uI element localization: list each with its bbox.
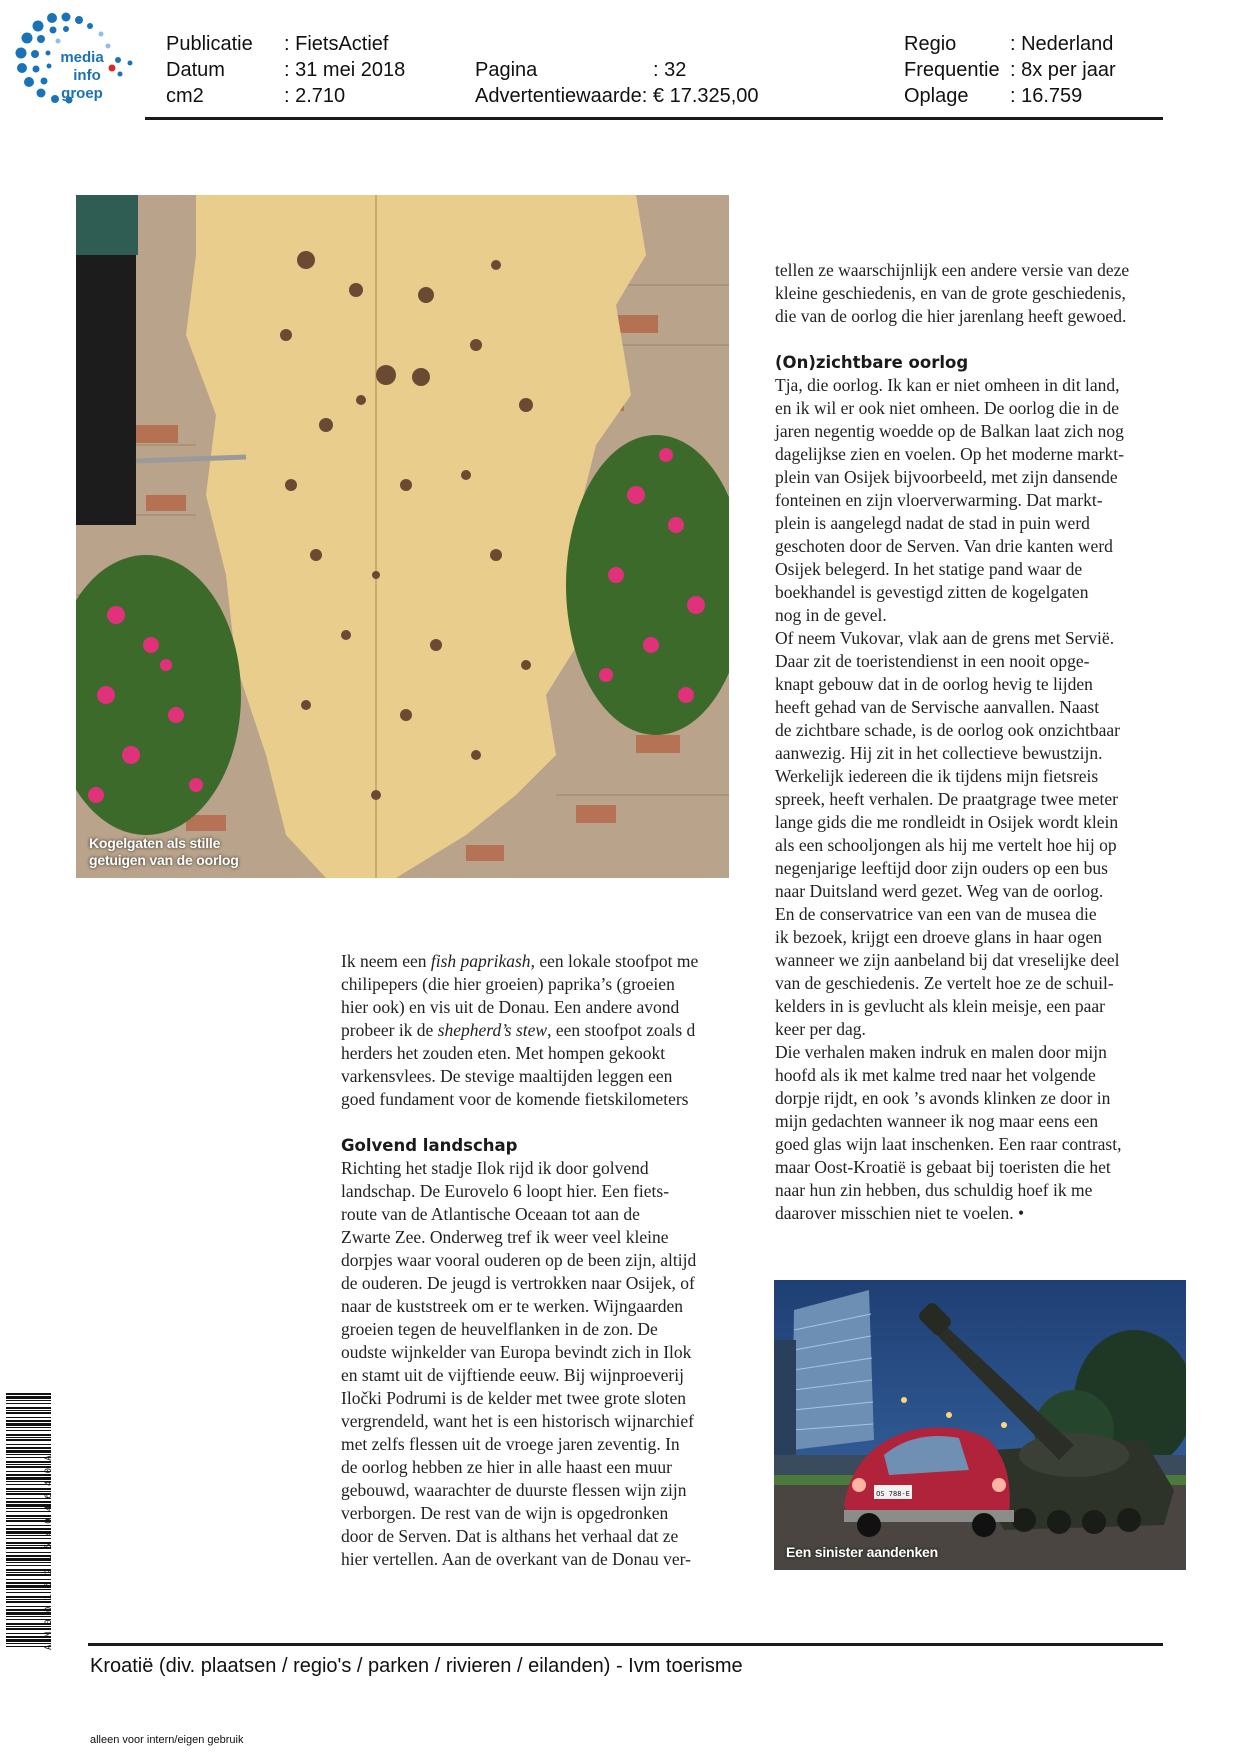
meta-row-oplage xyxy=(904,83,1116,109)
meta-label: Oplage xyxy=(904,85,969,107)
wall-illustration xyxy=(76,195,729,878)
barcode-bar xyxy=(6,1420,51,1422)
media-info-groep-logo xyxy=(8,8,148,108)
text-line: knapt gebouw dat in de oorlog hevig te lijden xyxy=(775,674,1093,694)
meta-value: : Nederland xyxy=(1010,33,1114,55)
logo-text-media: media xyxy=(60,49,104,66)
meta-label: Publicatie xyxy=(166,33,253,55)
text-line: gebouwd, waarachter de duurste flessen wijn zijn xyxy=(341,1480,687,1500)
right-intro xyxy=(775,259,1187,328)
text-line: kelders in is gevlucht als klein meisje, een paar xyxy=(775,996,1105,1016)
text-line: de ouderen. De jeugd is vertrokken naar Osijek, of xyxy=(341,1273,695,1293)
text-segment: varkensvlees. De stevige maaltijden leggen een xyxy=(341,1066,673,1086)
text-line: naar hun zin hebben, dus schuldig hoef ik me xyxy=(775,1180,1093,1200)
text-line: Die verhalen maken indruk en malen door mijn xyxy=(775,1042,1107,1062)
text-line: Of neem Vukovar, vlak aan de grens met Servië. xyxy=(775,628,1115,648)
meta-label: Regio xyxy=(904,33,957,55)
barcode-bar xyxy=(6,1444,51,1445)
barcode-bar xyxy=(6,1439,51,1441)
header-divider xyxy=(145,117,1163,120)
text-line: nog in de gevel. xyxy=(775,605,887,625)
text-line: Richting het stadje Ilok rijd ik door golvend xyxy=(341,1158,649,1178)
barcode-bar xyxy=(6,1423,51,1426)
text-line: maar Oost-Kroatië is gebaat bij toeristen die het xyxy=(775,1157,1111,1177)
meta-value: : 16.759 xyxy=(1010,85,1083,107)
barcode-digits: AM0015215404640A xyxy=(44,1448,54,1650)
meta-block-left xyxy=(166,31,405,109)
meta-row-advertentiewaarde xyxy=(475,83,759,109)
text-line: boekhandel is gevestigd zitten de kogelgaten xyxy=(775,582,1089,602)
text-line: negenjarige leeftijd door zijn ouders op een bus xyxy=(775,858,1108,878)
meta-value: : 8x per jaar xyxy=(1010,59,1116,81)
text-line: dorpjes waar vooral ouderen op de been zijn, altijd xyxy=(341,1250,697,1270)
text-line: Daar zit de toeristendienst in een nooit opge- xyxy=(775,651,1090,671)
footer-topic: Kroatië (div. plaatsen / regio's / parken / rivieren / eilanden) - Ivm toerisme xyxy=(90,1655,743,1677)
barcode-bar xyxy=(6,1393,51,1395)
text-segment: hier ook) en vis uit de Donau. Een andere avond xyxy=(341,997,680,1017)
text-line: lange gids die me rondleidt in Osijek wordt klein xyxy=(775,812,1119,832)
text-line: fonteinen en zijn vloerverwarming. Dat markt- xyxy=(775,490,1103,510)
barcode-bar xyxy=(6,1437,51,1438)
text-line: Osijek belegerd. In het statige pand waar de xyxy=(775,559,1083,579)
footer-note: alleen voor intern/eigen gebruik xyxy=(90,1734,244,1746)
bullet-hole-wall-photo xyxy=(76,195,729,878)
meta-label: Pagina xyxy=(475,59,538,81)
text-line: en ik wil er ook niet omheen. De oorlog die in de xyxy=(775,398,1120,418)
text-line: plein van Osijek bijvoorbeeld, met zijn dansende xyxy=(775,467,1118,487)
text-line: goed glas wijn laat inschenken. Een raar contrast, xyxy=(775,1134,1122,1154)
wall-caption-line-2: getuigen van de oorlog xyxy=(89,852,239,868)
barcode-bar xyxy=(6,1407,51,1409)
logo-text-groep: groep xyxy=(61,85,103,102)
text-line xyxy=(341,950,739,973)
text-line: hoofd als ik met kalme tred naar het volgende xyxy=(775,1065,1096,1085)
text-line: Werkelijk iedereen die ik tijdens mijn fietsreis xyxy=(775,766,1099,786)
text-line: daarover misschien niet te voelen. • xyxy=(775,1203,1025,1223)
text-line: van de geschiedenis. Ze vertelt hoe ze de schuil- xyxy=(775,973,1114,993)
meta-label: cm2 xyxy=(166,85,204,107)
meta-label: Datum xyxy=(166,59,225,81)
text-segment: chilipepers (die hier groeien) paprika’s (groeien xyxy=(341,974,675,994)
text-segment: herders het zouden eten. Met hompen gekookt xyxy=(341,1043,666,1063)
text-line: naar de kuststreek om er te werken. Wijngaarden xyxy=(341,1296,684,1316)
meta-row-frequentie xyxy=(904,57,1116,83)
meta-value: : FietsActief xyxy=(284,33,389,55)
meta-row-pagina xyxy=(475,57,759,83)
barcode-bar xyxy=(6,1427,51,1428)
dish-name: fish paprikash xyxy=(430,951,531,971)
meta-row-cm2 xyxy=(166,83,405,109)
text-line: hier vertellen. Aan de overkant van de Donau ver- xyxy=(341,1549,691,1569)
text-segment: goed fundament voor de komende fietskilometers xyxy=(341,1089,689,1109)
text-line: plein is aangelegd nadat de stad in puin werd xyxy=(775,513,1090,533)
text-line: geschoten door de Serven. Van drie kanten werd xyxy=(775,536,1113,556)
article-column-right xyxy=(775,259,1187,1225)
text-line xyxy=(341,1019,739,1042)
text-line: tellen ze waarschijnlijk een andere versie van deze xyxy=(775,260,1130,280)
meta-label: Frequentie xyxy=(904,59,1000,81)
text-line: dorpje rijdt, en ook ’s avonds klinken ze door in xyxy=(775,1088,1111,1108)
text-line: dagelijkse zien en voelen. Op het moderne markt- xyxy=(775,444,1124,464)
meta-value: : 31 mei 2018 xyxy=(284,59,406,81)
text-line: vergrendeld, want het is een historisch wijnarchief xyxy=(341,1411,694,1431)
text-line: En de conservatrice van een van de musea die xyxy=(775,904,1097,924)
text-line: naar Duitsland werd gezet. Weg van de oorlog. xyxy=(775,881,1104,901)
meta-block-middle xyxy=(475,57,759,109)
right-body xyxy=(775,374,1187,1225)
text-line: wanneer we zijn aanbeland bij dat vreselijke deel xyxy=(775,950,1120,970)
text-line: route van de Atlantische Oceaan tot aan de xyxy=(341,1204,640,1224)
text-line: Iločki Podrumi is de kelder met twee grote sloten xyxy=(341,1388,687,1408)
barcode-bar xyxy=(6,1434,51,1436)
text-line: Zwarte Zee. Onderweg tref ik weer veel kleine xyxy=(341,1227,669,1247)
left-intro xyxy=(341,950,739,1111)
text-line xyxy=(341,1065,739,1088)
barcode-bar xyxy=(6,1417,51,1418)
text-segment: , een lokale stoofpot me xyxy=(530,951,699,971)
text-segment: Ik neem een xyxy=(341,951,431,971)
tank-photo-caption: Een sinister aandenken xyxy=(786,1544,938,1560)
text-line xyxy=(341,1042,739,1065)
text-line: aanwezig. Hij zit in het collectieve bewustzijn. xyxy=(775,743,1103,763)
meta-row-datum xyxy=(166,57,405,83)
text-line: ik bezoek, krijgt een droeve glans in haar ogen xyxy=(775,927,1103,947)
meta-value: : € 17.325,00 xyxy=(641,85,759,107)
wall-caption-line-1: Kogelgaten als stille xyxy=(89,835,221,851)
barcode-bar xyxy=(6,1403,51,1404)
text-line: oudste wijnkelder van Europa bevindt zich in Ilok xyxy=(341,1342,692,1362)
text-line: de oorlog hebben ze hier in alle haast een muur xyxy=(341,1457,672,1477)
text-line: door de Serven. Dat is althans het verhaal dat ze xyxy=(341,1526,679,1546)
barcode-bar xyxy=(6,1410,51,1411)
meta-label: Advertentiewaarde xyxy=(475,85,642,107)
wall-photo-caption xyxy=(89,835,289,869)
logo-text-info: info xyxy=(73,67,101,84)
section-heading-golvend-landschap: Golvend landschap xyxy=(341,1136,518,1155)
tank-and-car-photo xyxy=(774,1280,1186,1570)
text-segment: , een stoofpot zoals d xyxy=(547,1020,696,1040)
tank-illustration xyxy=(774,1280,1186,1570)
barcode-bar xyxy=(6,1400,51,1401)
text-line: en stamt uit de vijftiende eeuw. Bij wijnproeverij xyxy=(341,1365,684,1385)
left-body xyxy=(341,1157,741,1571)
text-line: heeft gehad van de Servische aanvallen. Naast xyxy=(775,697,1100,717)
meta-row-regio xyxy=(904,31,1116,57)
text-line: keer per dag. xyxy=(775,1019,866,1039)
text-line: groeien tegen de heuvelflanken in de zon. De xyxy=(341,1319,658,1339)
dish-name: shepherd’s stew xyxy=(437,1020,548,1040)
license-plate-text: OS 788-E xyxy=(876,1490,910,1498)
meta-value: : 2.710 xyxy=(284,85,346,107)
text-line xyxy=(341,1088,739,1111)
text-line: met zelfs flessen uit de vroege jaren zeventig. In xyxy=(341,1434,680,1454)
barcode-bar xyxy=(6,1430,51,1431)
text-line: spreek, heeft verhalen. De praatgrage twee meter xyxy=(775,789,1119,809)
text-line: als een schooljongen als hij me vertelt hoe hij op xyxy=(775,835,1117,855)
text-line: mijn gedachten wanneer ik nog maar eens een xyxy=(775,1111,1099,1131)
article-column-left xyxy=(341,950,741,1571)
text-line: die van de oorlog die hier jarenlang heeft gewoed. xyxy=(775,306,1127,326)
section-heading-onzichtbare-oorlog: (On)zichtbare oorlog xyxy=(775,353,969,372)
text-segment: probeer ik de xyxy=(341,1020,438,1040)
text-line: verborgen. De rest van de wijn is opgedronken xyxy=(341,1503,669,1523)
footer-divider xyxy=(88,1643,1163,1646)
logo-graphic xyxy=(8,8,148,108)
barcode-bar xyxy=(6,1396,51,1399)
barcode-bar xyxy=(6,1412,51,1414)
text-line: landschap. De Eurovelo 6 loopt hier. Een fiets- xyxy=(341,1181,670,1201)
text-line xyxy=(341,973,739,996)
meta-row-publicatie xyxy=(166,31,405,57)
text-line xyxy=(341,996,739,1019)
text-line: jaren negentig woedde op de Balkan laat zich nog xyxy=(775,421,1124,441)
text-line: kleine geschiedenis, en van de grote geschiedenis, xyxy=(775,283,1126,303)
meta-value: : 32 xyxy=(653,59,687,81)
meta-block-right xyxy=(904,31,1116,109)
text-line: Tja, die oorlog. Ik kan er niet omheen in dit land, xyxy=(775,375,1120,395)
text-line: de zichtbare schade, is de oorlog ook onzichtbaar xyxy=(775,720,1121,740)
